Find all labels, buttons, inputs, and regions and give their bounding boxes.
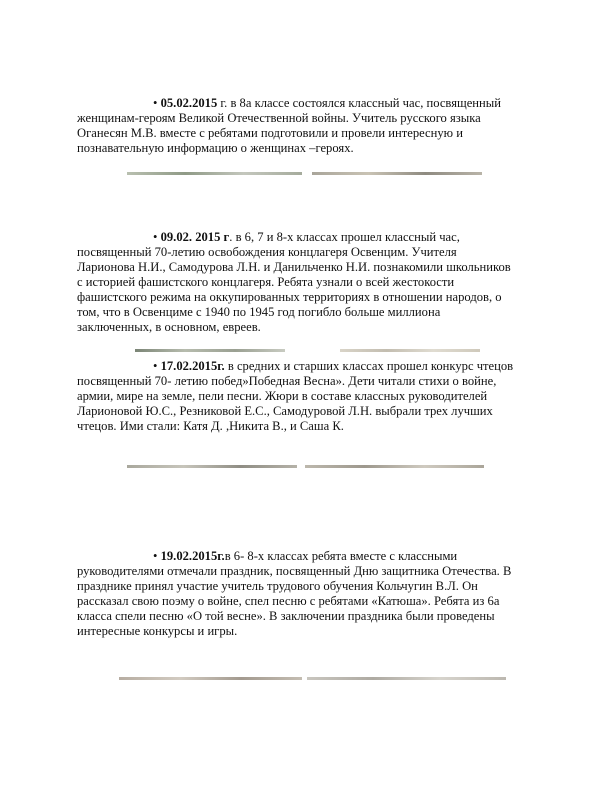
paragraph-2 (77, 230, 517, 335)
paragraph-3-text: в средних и старших классах прошел конкурс чтецов посвященный 70- летию побед»Победная Весна». Дети читали стихи о войне, армии, мире на земле, пели песни. Жюри в составе классных руководителей Ларионовой Ю.С., Резниковой Е.С., Самодуровой Л.Н. выбрали трех лучших чтецов. Ими стали: Катя Д. ,Никита В., и Саша К. (77, 359, 514, 433)
paragraph-4-date: 19.02.2015г. (160, 549, 225, 563)
paragraph-4-text: в 6- 8-х классах ребята вместе с классными руководителями отмечали праздник, посвященный Дню защитника Отечества. В празднике принял участие учитель трудового обучения Кольчугин В.Л. Он рассказал свою поэму о войне, спел песню с ребятами «Катюша». Ребята из 6а класса спели песню «О той весне». В заключении праздника были проведены интересные конкурсы и игры. (77, 549, 512, 638)
bullet-3: • (153, 359, 158, 373)
paragraph-2-date: 09.02. 2015 г (160, 230, 230, 244)
paragraph-1-text: г. в 8а классе состоялся классный час, посвященный женщинам-героям Великой Отечественной войны. Учитель русского языка Оганесян М.В. вместе с ребятами подготовили и провели интересную и познавательную информацию о женщинах –героях. (77, 96, 501, 155)
paragraph-2-text: . в 6, 7 и 8-х классах прошел классный час, посвященный 70-летию освобождения концлагеря Освенцим. Учителя Ларионова Н.И., Самодурова Л.Н. и Данильченко Н.И. познакомили школьников с историей фашистского концлагеря. Ребята узнали о всей жестокости фашистского режима на оккупированных территориях в отношении народов, о том, что в Освенциме с 1940 по 1945 год погибло больше миллиона заключенных, в основном, евреев. (77, 230, 511, 334)
paragraph-1 (77, 96, 517, 156)
bullet-4: • (153, 549, 158, 563)
paragraph-4 (77, 549, 517, 639)
paragraph-3-date: 17.02.2015г. (160, 359, 225, 373)
paragraph-3 (77, 359, 517, 434)
photo-strip-4 (119, 677, 506, 680)
photo-strip-3 (127, 465, 484, 468)
photo-strip-1 (127, 172, 482, 175)
bullet-2: • (153, 230, 158, 244)
bullet-1: • (153, 96, 158, 110)
photo-strip-2 (135, 349, 480, 352)
paragraph-1-date: 05.02.2015 (160, 96, 218, 110)
